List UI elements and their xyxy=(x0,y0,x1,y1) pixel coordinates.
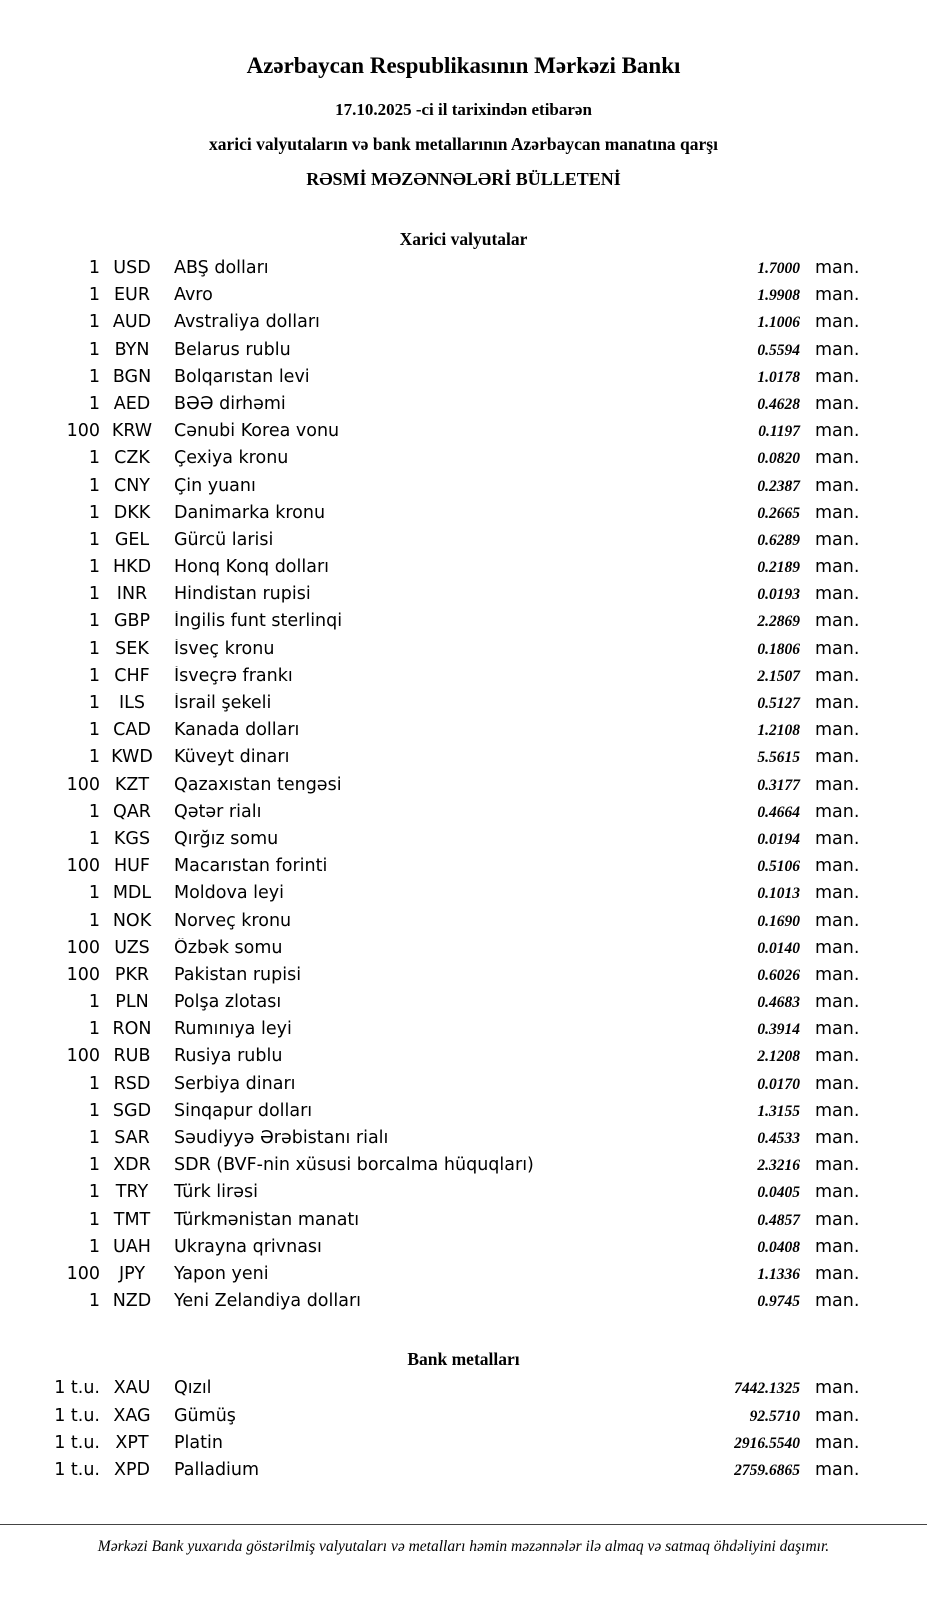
currency-code: USD xyxy=(113,258,151,278)
rate-value: 0.2387 xyxy=(757,477,800,495)
currency-code: NOK xyxy=(112,910,152,931)
rate-value: 1.2108 xyxy=(757,722,800,740)
unit-label: man. xyxy=(815,937,860,958)
rate-value: 0.4683 xyxy=(757,994,800,1012)
currency-code: PLN xyxy=(115,992,149,1013)
rate-value: 0.5127 xyxy=(757,695,800,712)
rate-value: 0.2189 xyxy=(757,559,800,577)
quantity: 1 xyxy=(88,1182,100,1203)
rate-value: 0.0140 xyxy=(757,939,800,957)
currency-name: Polşa zlotası xyxy=(174,992,282,1013)
currency-code: RON xyxy=(112,1019,152,1040)
quantity: 1 xyxy=(88,502,100,523)
currency-code: NZD xyxy=(112,1291,152,1312)
quantity: 1 xyxy=(88,801,100,822)
quantity: 1 xyxy=(88,1100,100,1121)
rate-value: 0.0820 xyxy=(757,450,800,468)
quantity: 1 xyxy=(88,720,100,741)
rate-row xyxy=(0,394,927,421)
rate-row xyxy=(0,747,927,774)
unit-label: man. xyxy=(815,475,860,496)
currency-code: MDL xyxy=(112,883,152,904)
subtitle-line: xarici valyutaların və bank metallarının Azərbaycan manatına qarşı xyxy=(209,134,718,154)
rate-row xyxy=(0,421,927,448)
quantity: 100 xyxy=(66,856,100,877)
quantity: 1 xyxy=(88,1155,100,1176)
rate-value: 0.4857 xyxy=(757,1211,800,1229)
rate-value: 1.7000 xyxy=(757,260,800,277)
quantity: 1 xyxy=(88,992,100,1013)
unit-label: man. xyxy=(815,1378,860,1399)
currency-code: TRY xyxy=(115,1182,149,1203)
currency-name: Palladium xyxy=(174,1459,260,1480)
footer-disclaimer: Mərkəzi Bank yuxarıda göstərilmiş valyutaları və metalları həmin məzənnələr ilə almaq və satmaq öhdəliyini daşımır. xyxy=(0,1524,927,1556)
currency-code: SGD xyxy=(112,1100,152,1121)
currency-name: Macarıstan forinti xyxy=(174,856,328,877)
currency-name: İsrail şekeli xyxy=(174,693,272,713)
unit-label: man. xyxy=(815,883,860,904)
rate-row xyxy=(0,285,927,312)
currency-code: TMT xyxy=(113,1209,151,1230)
quantity: 1 xyxy=(88,638,100,659)
unit-label: man. xyxy=(815,720,860,741)
currency-name: İsveç kronu xyxy=(174,638,275,659)
rate-row xyxy=(0,448,927,475)
currency-code: RUB xyxy=(113,1046,151,1067)
currency-name: Bolqarıstan levi xyxy=(174,366,310,387)
rate-row xyxy=(0,938,927,965)
quantity: 100 xyxy=(66,421,100,442)
rate-value: 0.5594 xyxy=(757,341,800,359)
quantity: 100 xyxy=(66,1263,100,1284)
unit-label: man. xyxy=(815,1209,860,1230)
unit-label: man. xyxy=(815,1432,860,1453)
rate-row xyxy=(0,856,927,883)
rate-value: 0.1197 xyxy=(758,423,800,441)
quantity: 1 xyxy=(88,475,100,496)
currency-name: Qırğız somu xyxy=(174,828,279,849)
rate-row xyxy=(0,530,927,557)
metals-section-title: Bank metalları xyxy=(407,1349,520,1370)
quantity: 1 xyxy=(88,529,100,550)
quantity: 1 xyxy=(88,693,100,713)
rate-row xyxy=(0,1046,927,1073)
quantity: 100 xyxy=(66,937,100,958)
quantity: 1 xyxy=(88,828,100,849)
currency-name: Belarus rublu xyxy=(174,339,291,360)
currency-name: Çexiya kronu xyxy=(174,448,289,469)
currency-name: Küveyt dinarı xyxy=(174,747,290,768)
rate-value: 2.1507 xyxy=(757,667,800,685)
quantity: 1 xyxy=(88,1019,100,1040)
currency-name: Kanada dolları xyxy=(174,720,300,741)
rate-value: 0.6289 xyxy=(757,531,800,549)
currency-name: Moldova leyi xyxy=(174,883,284,904)
rate-row xyxy=(0,312,927,339)
rate-row xyxy=(0,965,927,992)
unit-label: man. xyxy=(815,747,860,768)
currency-name: Pakistan rupisi xyxy=(174,964,302,985)
currency-code: BGN xyxy=(112,366,152,387)
currency-name: Norveç kronu xyxy=(174,910,292,931)
currency-code: CAD xyxy=(113,720,151,741)
rate-row xyxy=(0,258,927,285)
rate-value: 1.1336 xyxy=(757,1265,800,1283)
unit-label: man. xyxy=(815,312,860,333)
rate-row xyxy=(0,1182,927,1209)
currency-code: CHF xyxy=(114,665,150,686)
rate-value: 0.0170 xyxy=(757,1075,800,1093)
unit-label: man. xyxy=(815,1073,860,1094)
currency-code: XPD xyxy=(113,1459,151,1480)
currency-code: BYN xyxy=(114,339,150,360)
rate-value: 1.9908 xyxy=(757,287,800,305)
unit-label: man. xyxy=(815,448,860,469)
currency-code: EUR xyxy=(113,285,151,306)
rate-value: 0.0408 xyxy=(757,1238,800,1256)
currency-name: Avro xyxy=(174,285,213,306)
unit-label: man. xyxy=(815,1263,860,1284)
rate-value: 0.4664 xyxy=(757,803,800,821)
currency-name: Rusiya rublu xyxy=(174,1046,283,1067)
rate-value: 0.1013 xyxy=(757,885,800,903)
unit-label: man. xyxy=(815,801,860,822)
currency-code: AUD xyxy=(112,312,152,333)
currency-name: SDR (BVF-nin xüsusi borcalma hüquqları) xyxy=(174,1155,534,1176)
header xyxy=(0,0,927,190)
rate-value: 1.0178 xyxy=(757,368,800,386)
currency-name: Gümüş xyxy=(174,1405,236,1426)
rate-value: 0.3914 xyxy=(757,1021,800,1039)
rate-row xyxy=(0,367,927,394)
currency-code: CZK xyxy=(114,448,150,469)
unit-label: man. xyxy=(815,1019,860,1040)
rate-value: 1.3155 xyxy=(757,1102,800,1120)
rate-value: 1.1006 xyxy=(757,314,800,332)
unit-label: man. xyxy=(815,665,860,686)
quantity: 1 xyxy=(88,258,100,278)
currency-name: Cənubi Korea vonu xyxy=(174,421,340,442)
metal-rate-table xyxy=(0,1378,927,1487)
rate-value: 0.0405 xyxy=(757,1184,800,1202)
rate-row xyxy=(0,883,927,910)
rate-row xyxy=(0,1210,927,1237)
currency-name: ABŞ dolları xyxy=(174,258,269,278)
currency-code: XDR xyxy=(113,1155,151,1176)
currency-code: AED xyxy=(113,393,151,414)
rate-row xyxy=(0,1433,927,1460)
rate-row xyxy=(0,503,927,530)
rate-value: 0.1690 xyxy=(757,912,800,930)
currency-code: INR xyxy=(116,584,148,605)
currency-name: Danimarka kronu xyxy=(174,502,326,523)
currency-name: Çin yuanı xyxy=(174,475,256,496)
rate-value: 2.2869 xyxy=(757,613,800,631)
rate-value: 0.5106 xyxy=(757,858,800,876)
rate-row xyxy=(0,1406,927,1433)
quantity: 1 xyxy=(88,339,100,360)
quantity: 1 t.u. xyxy=(54,1378,100,1399)
unit-label: man. xyxy=(815,638,860,659)
rate-value: 2.3216 xyxy=(757,1157,800,1175)
quantity: 1 xyxy=(88,1236,100,1257)
unit-label: man. xyxy=(815,1155,860,1176)
rate-value: 0.9745 xyxy=(757,1293,800,1311)
bank-title: Azərbaycan Respublikasının Mərkəzi Bankı xyxy=(246,53,681,78)
rate-value: 5.5615 xyxy=(757,749,800,767)
currency-code: HUF xyxy=(113,856,151,877)
currency-code: SAR xyxy=(114,1128,150,1148)
currency-name: İsveçrə frankı xyxy=(174,665,293,686)
rate-row xyxy=(0,693,927,720)
currency-name: Türk lirəsi xyxy=(174,1182,258,1203)
currency-name: Yeni Zelandiya dolları xyxy=(174,1291,362,1312)
quantity: 1 xyxy=(88,1291,100,1312)
currency-code: KZT xyxy=(114,774,150,795)
quantity: 1 xyxy=(88,611,100,632)
quantity: 100 xyxy=(66,774,100,795)
currency-code: ILS xyxy=(118,693,146,713)
rate-value: 0.1806 xyxy=(757,640,800,658)
unit-label: man. xyxy=(815,529,860,550)
quantity: 1 xyxy=(88,448,100,469)
rate-row xyxy=(0,557,927,584)
quantity: 1 xyxy=(88,584,100,605)
currency-code: UAH xyxy=(113,1236,151,1257)
currency-name: Avstraliya dolları xyxy=(174,312,320,333)
quantity: 1 xyxy=(88,883,100,904)
currency-name: Rumınıya leyi xyxy=(174,1019,292,1040)
rate-row xyxy=(0,1460,927,1487)
quantity: 1 t.u. xyxy=(54,1459,100,1480)
unit-label: man. xyxy=(815,1128,860,1148)
currency-code: QAR xyxy=(113,801,151,822)
unit-label: man. xyxy=(815,421,860,442)
rate-row xyxy=(0,1019,927,1046)
rate-value: 0.2665 xyxy=(757,504,800,522)
currency-name: Gürcü larisi xyxy=(174,529,274,550)
unit-label: man. xyxy=(815,502,860,523)
quantity: 1 xyxy=(88,1209,100,1230)
currency-name: BƏƏ dirhəmi xyxy=(174,393,286,414)
rate-value: 2916.5540 xyxy=(734,1434,800,1452)
rate-row xyxy=(0,1155,927,1182)
unit-label: man. xyxy=(815,393,860,414)
rate-row xyxy=(0,666,927,693)
rate-value: 0.4533 xyxy=(757,1130,800,1147)
unit-label: man. xyxy=(815,339,860,360)
quantity: 1 xyxy=(88,1128,100,1148)
currency-code: XPT xyxy=(115,1432,149,1453)
currency-code: HKD xyxy=(112,557,152,578)
rate-value: 0.3177 xyxy=(757,776,800,794)
currency-code: GBP xyxy=(113,611,151,632)
quantity: 1 t.u. xyxy=(54,1432,100,1453)
unit-label: man. xyxy=(815,693,860,713)
rate-row xyxy=(0,1237,927,1264)
unit-label: man. xyxy=(815,584,860,605)
currency-code: GEL xyxy=(114,529,150,550)
quantity: 1 xyxy=(88,393,100,414)
rate-row xyxy=(0,911,927,938)
currency-code: KGS xyxy=(113,828,151,849)
currency-name: Ukrayna qrivnası xyxy=(174,1236,322,1257)
quantity: 1 xyxy=(88,910,100,931)
effective-date-line: 17.10.2025 -ci il tarixindən etibarən xyxy=(335,100,592,119)
currency-code: DKK xyxy=(113,502,151,523)
rate-row xyxy=(0,340,927,367)
unit-label: man. xyxy=(815,1046,860,1067)
rate-value: 0.0193 xyxy=(757,586,800,604)
currency-code: PKR xyxy=(114,964,150,985)
currency-name: Platin xyxy=(174,1432,223,1453)
currency-code: JPY xyxy=(118,1263,146,1284)
currency-code: KRW xyxy=(111,421,153,442)
unit-label: man. xyxy=(815,910,860,931)
rate-row xyxy=(0,1128,927,1155)
unit-label: man. xyxy=(815,1459,860,1480)
currency-code: XAG xyxy=(113,1405,151,1426)
currency-code: XAU xyxy=(113,1378,151,1399)
unit-label: man. xyxy=(815,856,860,877)
currency-code: KWD xyxy=(111,747,153,768)
quantity: 1 xyxy=(88,1073,100,1094)
unit-label: man. xyxy=(815,285,860,306)
rate-value: 2759.6865 xyxy=(734,1461,800,1479)
unit-label: man. xyxy=(815,366,860,387)
currency-name: İngilis funt sterlinqi xyxy=(174,611,343,632)
currency-name: Qətər rialı xyxy=(174,801,262,822)
currency-code: SEK xyxy=(115,638,149,659)
rate-row xyxy=(0,1101,927,1128)
rate-row xyxy=(0,1074,927,1101)
currencies-section-title: Xarici valyutalar xyxy=(399,229,528,249)
rate-value: 2.1208 xyxy=(757,1048,800,1066)
currency-code: RSD xyxy=(113,1073,151,1094)
rate-row xyxy=(0,611,927,638)
unit-label: man. xyxy=(815,1100,860,1121)
rate-value: 0.0194 xyxy=(757,830,800,848)
rate-row xyxy=(0,1378,927,1405)
currency-name: Səudiyyə Ərəbistanı rialı xyxy=(174,1128,389,1148)
rate-value: 0.4628 xyxy=(757,395,800,413)
bulletin-title: RƏSMİ MƏZƏNNƏLƏRİ BÜLLETENİ xyxy=(306,169,621,189)
currency-code: CNY xyxy=(114,475,150,496)
rate-row xyxy=(0,584,927,611)
currency-rate-table xyxy=(0,258,927,1318)
rate-value: 92.5710 xyxy=(749,1407,800,1425)
quantity: 1 xyxy=(88,366,100,387)
currency-name: Türkmənistan manatı xyxy=(174,1209,360,1230)
rate-row xyxy=(0,639,927,666)
quantity: 100 xyxy=(66,964,100,985)
rate-row xyxy=(0,1264,927,1291)
unit-label: man. xyxy=(815,828,860,849)
currency-name: Qızıl xyxy=(174,1378,212,1399)
currency-name: Qazaxıstan tengəsi xyxy=(174,774,342,795)
currency-name: Yapon yeni xyxy=(174,1263,269,1284)
rate-row xyxy=(0,802,927,829)
rate-value: 0.6026 xyxy=(757,966,800,984)
currency-name: Serbiya dinarı xyxy=(174,1073,296,1094)
unit-label: man. xyxy=(815,557,860,578)
quantity: 100 xyxy=(66,1046,100,1067)
quantity: 1 t.u. xyxy=(54,1405,100,1426)
currency-code: UZS xyxy=(114,937,150,958)
rate-row xyxy=(0,829,927,856)
quantity: 1 xyxy=(88,665,100,686)
unit-label: man. xyxy=(815,964,860,985)
rate-row xyxy=(0,476,927,503)
quantity: 1 xyxy=(88,557,100,578)
unit-label: man. xyxy=(815,1291,860,1312)
currency-name: Honq Konq dolları xyxy=(174,557,330,578)
unit-label: man. xyxy=(815,611,860,632)
rate-row xyxy=(0,775,927,802)
rate-value: 7442.1325 xyxy=(734,1380,800,1398)
unit-label: man. xyxy=(815,992,860,1013)
quantity: 1 xyxy=(88,285,100,306)
unit-label: man. xyxy=(815,1405,860,1426)
rate-row xyxy=(0,720,927,747)
quantity: 1 xyxy=(88,312,100,333)
rate-row xyxy=(0,992,927,1019)
unit-label: man. xyxy=(815,258,860,278)
unit-label: man. xyxy=(815,1182,860,1203)
currency-name: Hindistan rupisi xyxy=(174,584,311,605)
rate-row xyxy=(0,1291,927,1318)
unit-label: man. xyxy=(815,774,860,795)
quantity: 1 xyxy=(88,747,100,768)
currency-name: Özbək somu xyxy=(174,937,283,958)
currency-name: Sinqapur dolları xyxy=(174,1100,313,1121)
unit-label: man. xyxy=(815,1236,860,1257)
